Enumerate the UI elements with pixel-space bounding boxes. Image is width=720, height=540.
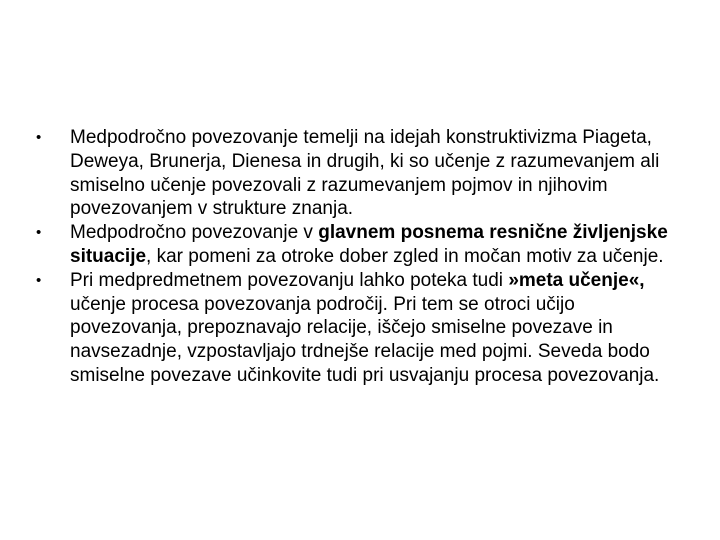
bullet-item-3 — [36, 269, 686, 388]
bullet-bold-text: »meta učenje«, — [508, 269, 645, 291]
bullet-item-1 — [36, 126, 686, 221]
bullet-text: Medpodročno povezovanje temelji na idejah konstruktivizma Piageta, Deweya, Brunerja, Dienesa in drugih, ki so učenje z razumevanjem ali smiselno učenje povezovali z razumevanjem pojmov in njihovim povezovanjem v strukture znanja. — [70, 127, 660, 220]
bullet-list — [36, 126, 686, 388]
bullet-text: Medpodročno povezovanje v — [70, 222, 319, 244]
bullet-icon: • — [36, 129, 42, 146]
bullet-text-continued: , kar pomeni za otroke dober zgled in močan motiv za učenje. — [146, 245, 664, 267]
bullet-text: Pri medpredmetnem povezovanju lahko poteka tudi — [70, 269, 509, 291]
bullet-icon: • — [36, 224, 42, 242]
bullet-item-2 — [36, 221, 686, 269]
bullet-text-continued: učenje procesa povezovanja področij. Pri tem se otroci učijo povezovanja, prepoznavajo relacije, iščejo smiselne povezave in navsezadnje, vzpostavljajo trdnejše relacije med pojmi. Seveda bodo smiselne povezave učinkovite tudi pri usvajanju procesa povezovanja. — [70, 293, 660, 386]
bullet-bold-text: glavnem posnema resnične življenjske situacije — [70, 222, 668, 267]
bullet-icon: • — [36, 271, 42, 289]
